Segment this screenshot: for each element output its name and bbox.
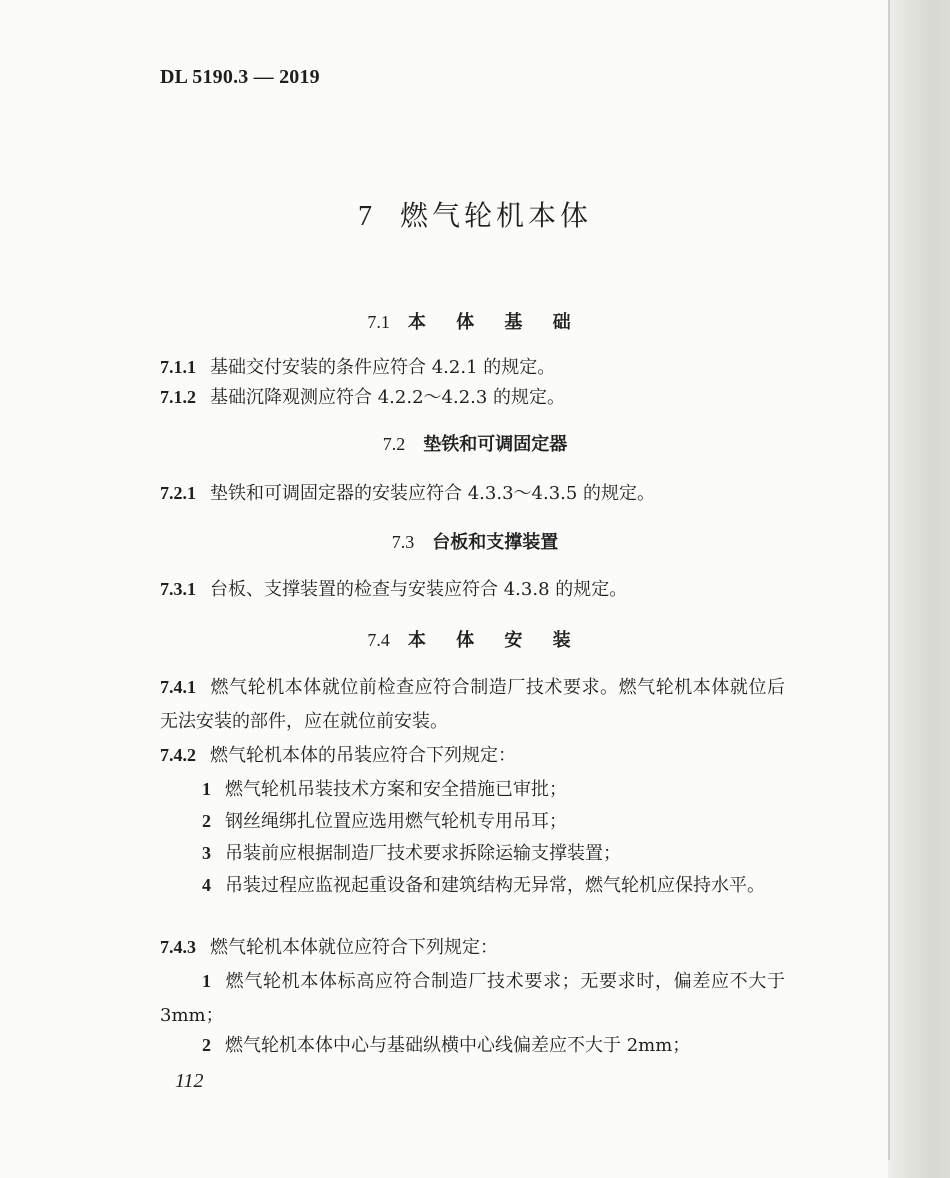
clause-7-3-1 (160, 572, 785, 607)
section-title: 本 体 基 础 (407, 312, 583, 333)
clause-number: 7.4.1 (160, 677, 196, 697)
clause-number: 7.4.3 (160, 937, 196, 957)
clause-text: 垫铁和可调固定器的安装应符合 4.3.3～4.3.5 的规定。 (210, 483, 656, 504)
section-heading-7-2 (0, 430, 950, 456)
list-item-7-4-2-3 (160, 836, 785, 871)
section-title: 本 体 安 装 (407, 630, 583, 651)
section-number: 7.4 (367, 630, 390, 650)
section-heading-7-4 (0, 626, 950, 652)
item-text: 燃气轮机本体标高应符合制造厂技术要求；无要求时，偏差应不大于 3mm； (160, 971, 785, 1026)
item-text: 燃气轮机吊装技术方案和安全措施已审批； (225, 779, 567, 800)
clause-text: 基础沉降观测应符合 4.2.2～4.2.3 的规定。 (210, 387, 566, 408)
item-number: 2 (202, 1035, 211, 1055)
section-number: 7.2 (382, 434, 406, 454)
clause-7-2-1 (160, 476, 785, 511)
section-title: 垫铁和可调固定器 (423, 434, 568, 455)
section-title: 台板和支撑装置 (432, 532, 559, 553)
list-item-7-4-2-4 (160, 868, 785, 903)
chapter-title (0, 194, 950, 234)
clause-number: 7.1.1 (160, 357, 196, 377)
clause-number: 7.3.1 (160, 579, 196, 599)
item-number: 3 (202, 843, 211, 863)
list-item-7-4-2-2 (160, 804, 785, 839)
section-number: 7.1 (367, 312, 390, 332)
clause-number: 7.2.1 (160, 483, 196, 503)
clause-text: 基础交付安装的条件应符合 4.2.1 的规定。 (210, 357, 556, 378)
item-text: 吊装过程应监视起重设备和建筑结构无异常，燃气轮机应保持水平。 (225, 875, 765, 896)
section-number: 7.3 (391, 532, 415, 552)
list-item-7-4-2-1 (160, 772, 785, 807)
list-item-7-4-3-1 (160, 964, 785, 1033)
item-text: 吊装前应根据制造厂技术要求拆除运输支撑装置； (225, 843, 621, 864)
section-heading-7-3 (0, 528, 950, 554)
item-number: 4 (202, 875, 211, 895)
clause-text: 燃气轮机本体就位应符合下列规定： (210, 937, 498, 958)
clause-7-4-2 (160, 738, 785, 773)
clause-7-4-1 (160, 670, 785, 739)
chapter-number: 7 (357, 201, 376, 232)
section-heading-7-1 (0, 308, 950, 334)
clause-text: 燃气轮机本体的吊装应符合下列规定： (210, 745, 516, 766)
clause-number: 7.4.2 (160, 745, 196, 765)
item-number: 1 (202, 971, 211, 991)
item-text: 燃气轮机本体中心与基础纵横中心线偏差应不大于 2mm； (225, 1035, 691, 1056)
list-item-7-4-3-2 (160, 1028, 785, 1063)
standard-code: DL 5190.3 — 2019 (160, 66, 320, 88)
clause-number: 7.1.2 (160, 387, 196, 407)
chapter-name: 燃气轮机本体 (399, 199, 592, 232)
item-number: 1 (202, 779, 211, 799)
clause-text: 台板、支撑装置的检查与安装应符合 4.3.8 的规定。 (210, 579, 628, 600)
item-text: 钢丝绳绑扎位置应选用燃气轮机专用吊耳； (225, 811, 567, 832)
page-number: 112 (175, 1070, 204, 1092)
clause-7-1-2 (160, 380, 785, 415)
page-edge-line (888, 0, 890, 1160)
clause-7-4-3 (160, 930, 785, 965)
item-number: 2 (202, 811, 211, 831)
clause-text: 燃气轮机本体就位前检查应符合制造厂技术要求。燃气轮机本体就位后无法安装的部件，应在就位前安装。 (160, 677, 785, 732)
page-edge-shadow (888, 0, 950, 1178)
